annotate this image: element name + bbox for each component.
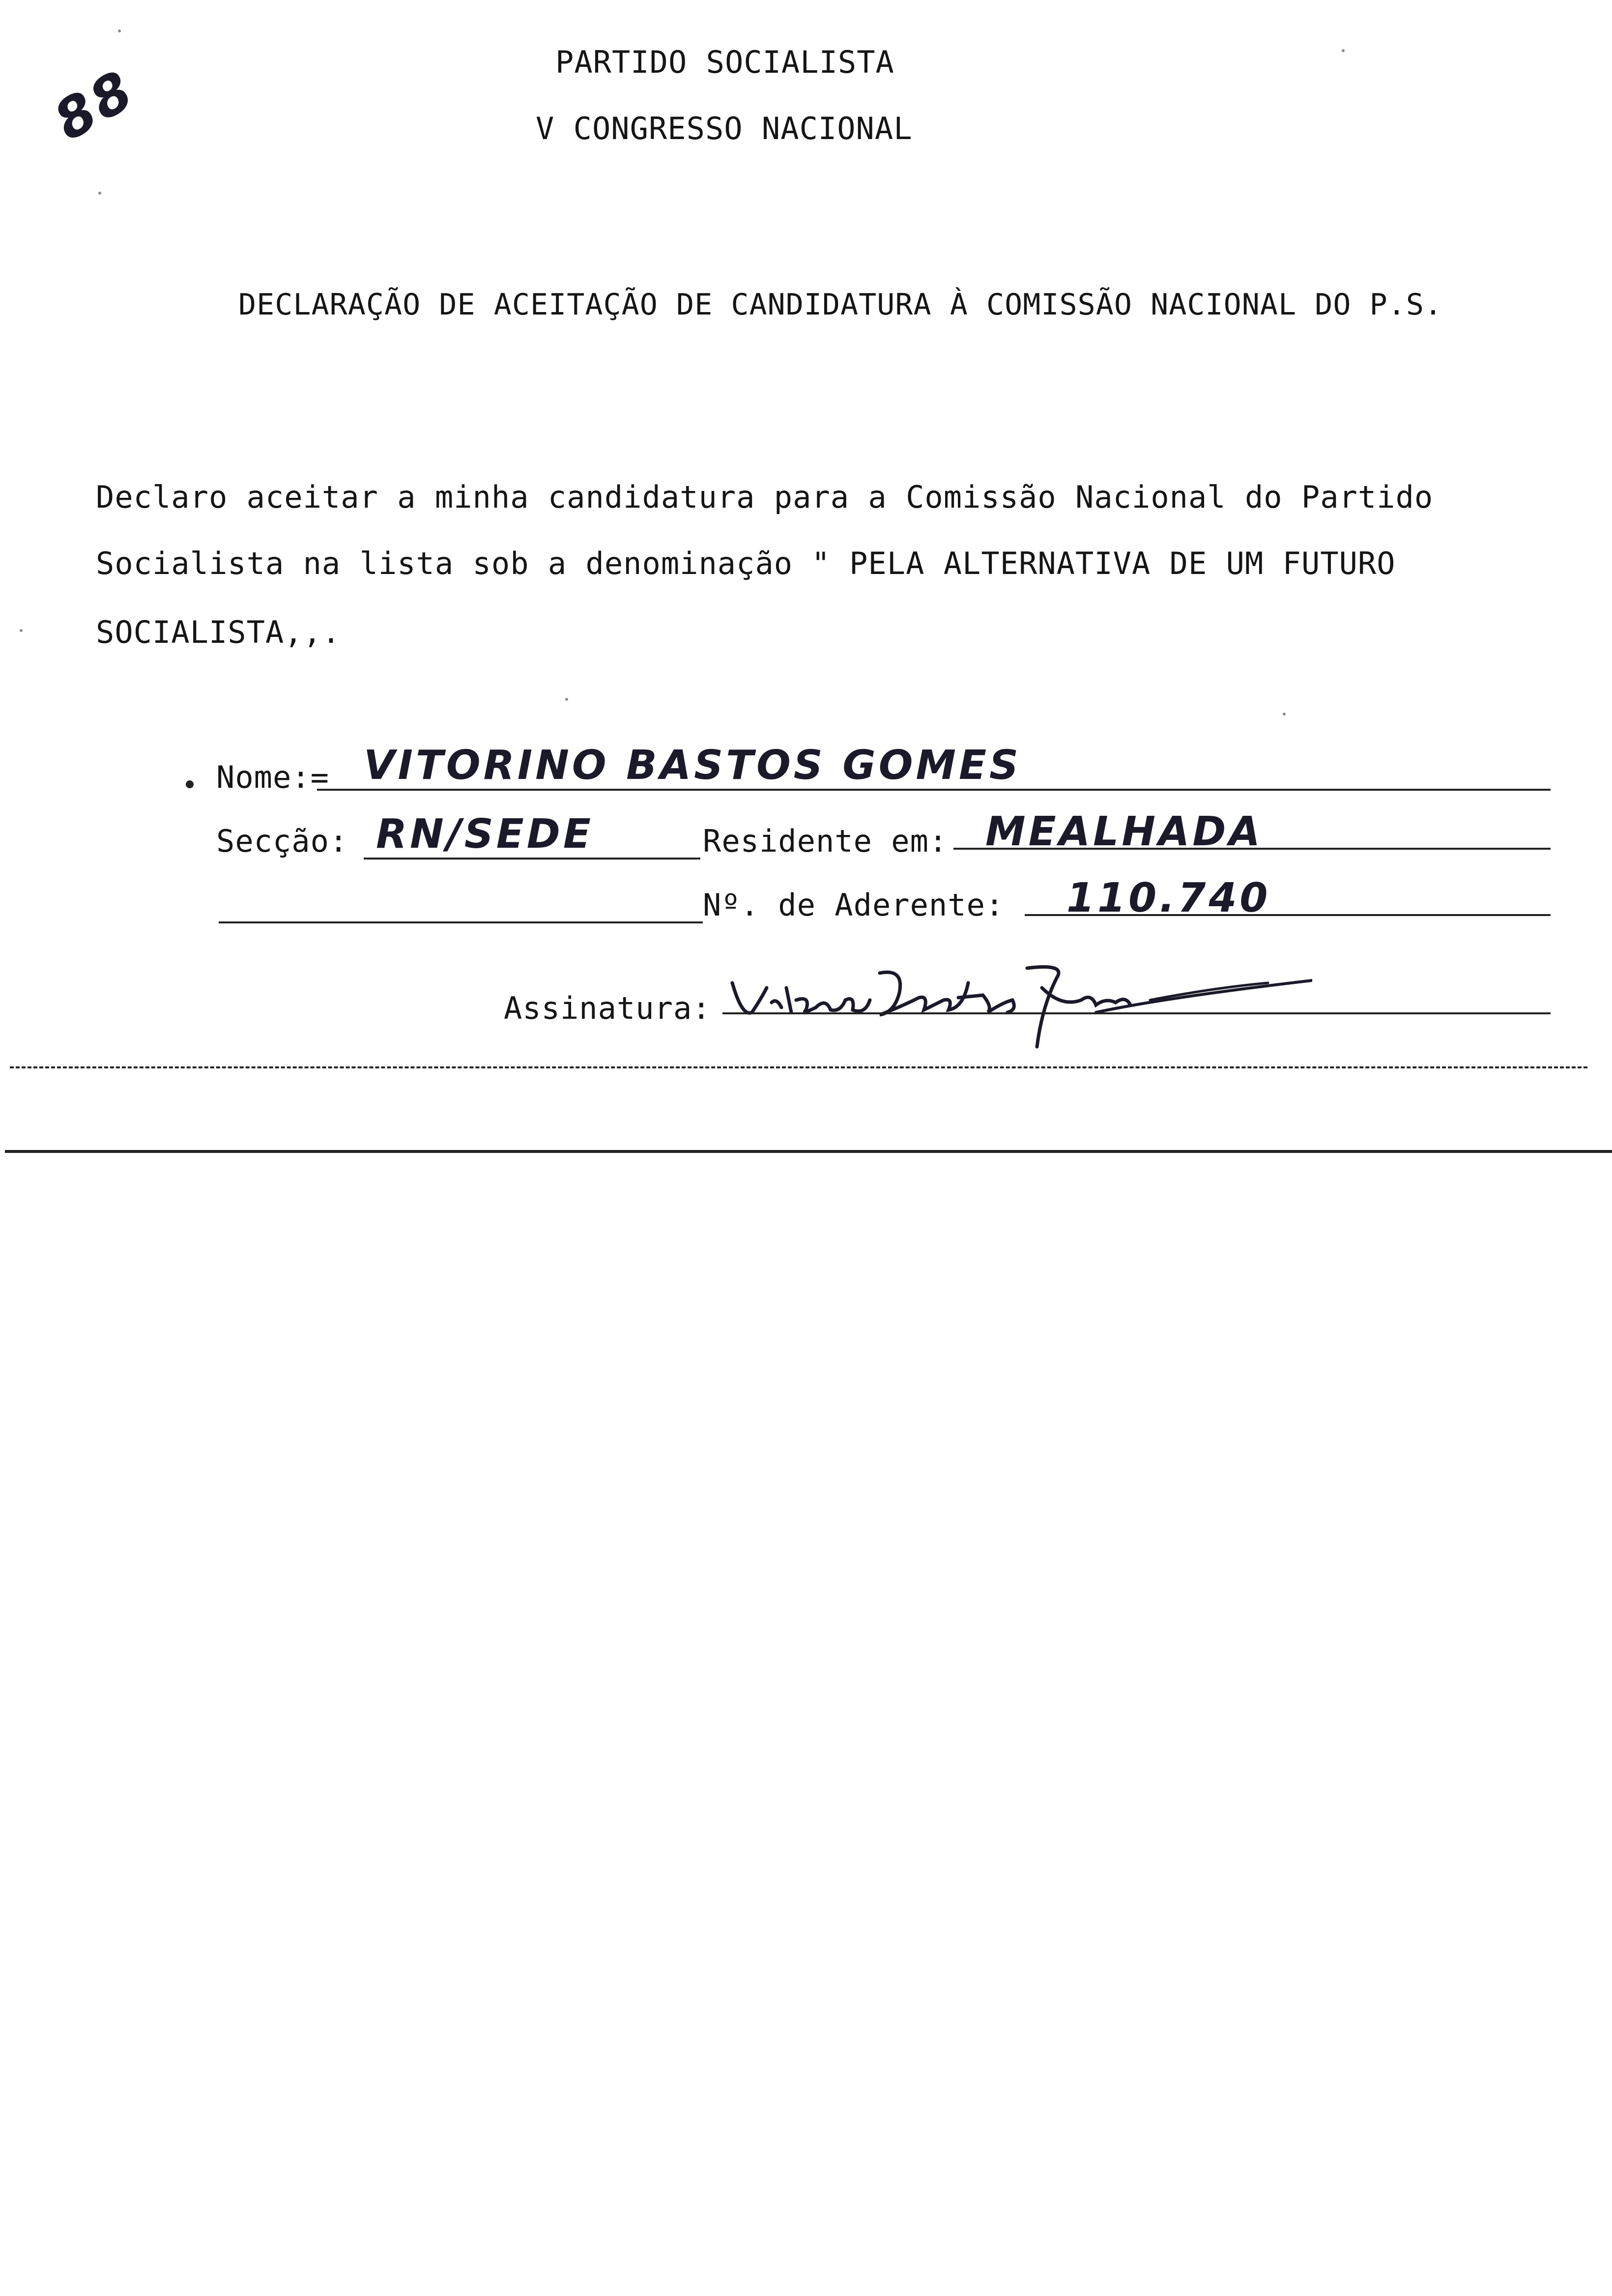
- member-number-underline: [1025, 914, 1551, 916]
- name-value: VITORINO BASTOS GOMES: [364, 742, 1022, 789]
- scan-speck: [98, 192, 101, 195]
- scan-speck: [565, 698, 568, 701]
- member-number-label: Nº. de Aderente:: [703, 887, 1005, 923]
- party-name: PARTIDO SOCIALISTA: [555, 44, 894, 80]
- section-underline: [364, 858, 700, 860]
- signature-underline: [722, 1012, 1551, 1014]
- residence-underline: [953, 848, 1551, 850]
- scan-speck: [118, 29, 121, 32]
- member-number-value: 110.740: [1066, 875, 1271, 921]
- name-label: Nome:=: [216, 759, 329, 795]
- scan-speck: [1283, 713, 1286, 716]
- handwritten-signature: [722, 953, 1312, 1052]
- bullet-dot: [186, 780, 194, 788]
- residence-label: Residente em:: [703, 823, 948, 859]
- signature-label: Assinatura:: [504, 990, 711, 1026]
- section-label: Secção:: [216, 823, 348, 859]
- residence-value: MEALHADA: [985, 808, 1263, 855]
- body-line-3: SOCIALISTA,,.: [96, 614, 341, 650]
- bottom-rule: [5, 1150, 1612, 1153]
- dashed-cut-line: [10, 1066, 1587, 1068]
- body-line-1: Declaro aceitar a minha candidatura para a Comissão Nacional do Partido: [96, 479, 1434, 515]
- scan-speck: [20, 629, 23, 632]
- name-underline: [317, 789, 1551, 791]
- section-value: RN/SEDE: [376, 811, 594, 858]
- congress-name: V CONGRESSO NACIONAL: [536, 111, 913, 146]
- scan-speck: [1342, 49, 1345, 52]
- document-title: DECLARAÇÃO DE ACEITAÇÃO DE CANDIDATURA À COMISSÃO NACIONAL DO P.S.: [238, 287, 1443, 322]
- body-line-2: Socialista na lista sob a denominação " PELA ALTERNATIVA DE UM FUTURO: [96, 545, 1396, 581]
- margin-mark: 88: [44, 57, 146, 153]
- blank-underline: [219, 921, 703, 923]
